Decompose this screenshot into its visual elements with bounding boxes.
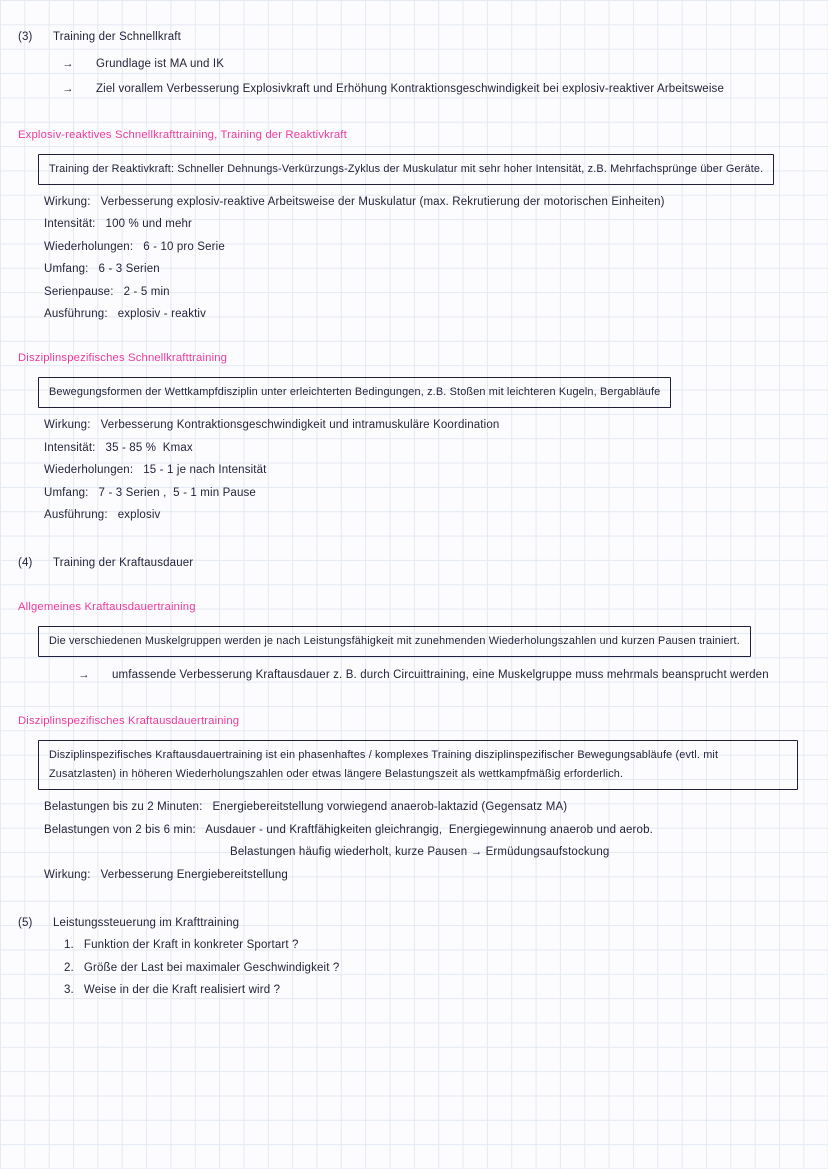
section-number: (3): [18, 31, 33, 43]
note-line: Wiederholungen: 15 - 1 je nach Intensität: [44, 464, 267, 477]
note-line: Umfang: 6 - 3 Serien: [44, 263, 160, 276]
bullet-line: [62, 52, 800, 77]
parameter-list-reaktiv: [44, 191, 800, 325]
arrow-right-icon: →: [62, 83, 74, 95]
arrow-right-icon: →: [78, 669, 90, 682]
numbered-question: 3. Weise in der die Kraft realisiert wird ?: [64, 983, 281, 996]
note-line: Intensität: 35 - 85 % Kmax: [44, 441, 193, 454]
note-line: Wirkung: Verbesserung Energiebereitstellung: [44, 868, 288, 881]
subheading-explosiv-reaktiv: Explosiv-reaktives Schnellkrafttraining, Training der Reaktivkraft: [18, 129, 347, 141]
note-line: Wirkung: Verbesserung Kontraktionsgeschwindigkeit und intramuskuläre Koordination: [44, 419, 500, 432]
definition-box-allgemein: [38, 626, 751, 657]
section-3-heading: [18, 26, 800, 48]
note-line: Belastungen bis zu 2 Minuten: Energiebereitstellung vorwiegend anaerob-laktazid (Gegensatz MA): [44, 801, 568, 814]
parameter-list-schnellkraft: [44, 414, 800, 526]
note-line: Intensität: 100 % und mehr: [44, 218, 193, 231]
section-title: Training der Schnellkraft: [53, 31, 181, 43]
definition-text: Training der Reaktivkraft: Schneller Dehnungs-Verkürzungs-Zyklus der Muskulatur mit sehr hoher Intensität, z.B. Mehrfachsprünge über Geräte.: [49, 163, 764, 175]
definition-text: Die verschiedenen Muskelgruppen werden je nach Leistungsfähigkeit mit zunehmenden Wiederholungszahlen und kurzen Pausen trainiert.: [49, 635, 740, 648]
bullet-line: [62, 77, 800, 102]
note-line: Serienpause: 2 - 5 min: [44, 285, 170, 298]
subheading-allgemein-kraftausdauer: Allgemeines Kraftausdauertraining: [18, 601, 196, 614]
bullet-text: umfassende Verbesserung Kraftausdauer z. B. durch Circuittraining, eine Muskelgruppe muss mehrmals beansprucht werden: [112, 669, 769, 682]
parameter-list-kraftausdauer: [44, 796, 800, 886]
section-4-heading: [18, 552, 800, 574]
numbered-question: 1. Funktion der Kraft in konkreter Sportart ?: [64, 939, 299, 952]
bullet-text: Grundlage ist MA und IK: [96, 58, 225, 70]
numbered-question: 2. Größe der Last bei maximaler Geschwindigkeit ?: [64, 961, 340, 974]
arrow-right-icon: →: [62, 58, 74, 70]
definition-text: Bewegungsformen der Wettkampfdisziplin unter erleichterten Bedingungen, z.B. Stoßen mit leichteren Kugeln, Bergabläufe: [49, 386, 661, 399]
note-line-continuation: Belastungen häufig wiederholt, kurze Pausen → Ermüdungsaufstockung: [230, 846, 610, 859]
definition-box-reaktivkraft: [38, 154, 774, 185]
note-line: Umfang: 7 - 3 Serien , 5 - 1 min Pause: [44, 486, 256, 499]
section-number: (4): [18, 557, 33, 570]
bullet-line: [78, 663, 800, 688]
note-line: Wiederholungen: 6 - 10 pro Serie: [44, 240, 225, 253]
note-line: Belastungen von 2 bis 6 min: Ausdauer - und Kraftfähigkeiten gleichrangig, Energiegewinnung anaerob und aerob.: [44, 823, 653, 836]
section-title: Leistungssteuerung im Krafttraining: [53, 917, 240, 930]
section-number: (5): [18, 917, 33, 930]
subheading-disziplin-kraftausdauer: Disziplinspezifisches Kraftausdauertraining: [18, 715, 240, 728]
definition-box-kraftausdauer: [38, 740, 798, 790]
note-line: Wirkung: Verbesserung explosiv-reaktive Arbeitsweise der Muskulatur (max. Rekrutierung der motorischen Einheiten): [44, 196, 665, 208]
note-line: Ausführung: explosiv - reaktiv: [44, 308, 207, 321]
note-line: Ausführung: explosiv: [44, 509, 161, 522]
bullet-text: Ziel vorallem Verbesserung Explosivkraft und Erhöhung Kontraktionsgeschwindigkeit bei explosiv-reaktiver Arbeitsweise: [96, 83, 724, 95]
subheading-disziplin-schnellkraft: Disziplinspezifisches Schnellkrafttraining: [18, 352, 228, 365]
definition-box-schnellkraft: [38, 377, 671, 408]
section-5-heading: [18, 912, 800, 934]
section-title: Training der Kraftausdauer: [53, 557, 194, 570]
definition-text: Disziplinspezifisches Kraftausdauertraining ist ein phasenhaftes / komplexes Training disziplinspezifischer Bewegungsabläufe (evtl. mit Zusatzlasten) in höheren Wiederholungszahlen oder etwas längere Belastungszeit als wettkampfmäßig erforderlich.: [49, 749, 719, 781]
